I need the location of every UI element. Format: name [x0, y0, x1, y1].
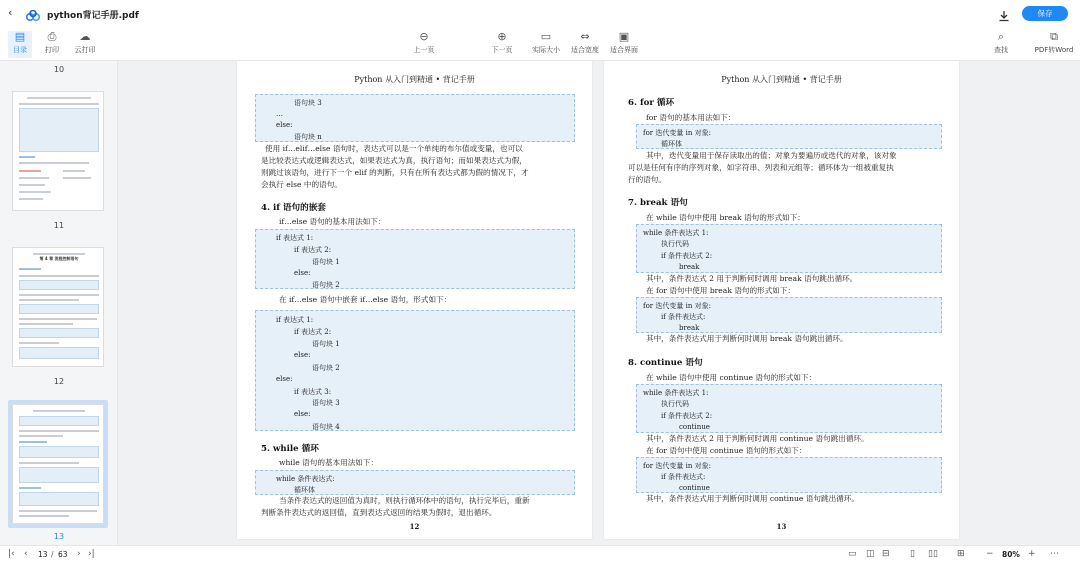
- paragraph-line: 判断条件表达式的返回值，直到表达式返回的结果为假时，退出循环。: [261, 508, 497, 517]
- thumbnail-line: [19, 294, 99, 296]
- status-bar: [0, 545, 1080, 562]
- actual-size-icon: ▭: [540, 30, 552, 43]
- title-bar: [0, 0, 1080, 28]
- cloud-print-label: 云打印: [74, 46, 96, 54]
- zoom-level[interactable]: 80%: [1002, 550, 1020, 559]
- thumbnail-line: [19, 487, 41, 489]
- fit-page-label: 适合界面: [610, 46, 638, 54]
- paragraph-line: while 语句的基本用法如下：: [279, 458, 379, 467]
- thumbnail-block: [19, 304, 99, 314]
- code-line: 执行代码: [661, 400, 689, 408]
- paragraph-line: 是比较表达式或逻辑表达式，如果表达式为真，执行语句；而如果表达式为假，: [261, 156, 527, 165]
- thumbnail-line: [33, 253, 85, 255]
- code-line: continue: [679, 423, 710, 431]
- code-line: continue: [679, 484, 710, 492]
- paragraph-line: 会执行 else 中的语句。: [261, 180, 342, 189]
- fit-width-button[interactable]: [568, 31, 602, 55]
- fit-width-label: 适合宽度: [571, 46, 599, 54]
- paragraph-line: 在 if…else 语句中嵌套 if…else 语句，形式如下：: [279, 295, 452, 304]
- thumbnail-line: [19, 441, 47, 443]
- code-line: for 迭代变量 in 对象:: [643, 462, 711, 470]
- thumbnail-line: [19, 510, 97, 512]
- print-label: 打印: [45, 46, 59, 54]
- thumbnail-label-11: 11: [53, 221, 65, 230]
- code-line: if 表达式 2:: [294, 328, 332, 336]
- code-line: if 表达式 3:: [294, 388, 332, 396]
- printer-icon: ⎙: [47, 30, 57, 43]
- find-label: 查找: [994, 46, 1008, 54]
- search-icon: ⌕: [997, 30, 1005, 43]
- status-page-total: 63: [58, 550, 68, 559]
- thumbnail-line: [19, 323, 73, 325]
- thumbnail-page-12[interactable]: [12, 247, 104, 367]
- actual-size-button[interactable]: [529, 31, 563, 55]
- code-block: [255, 470, 575, 495]
- section-heading: 5. while 循环: [261, 444, 319, 454]
- thumbnail-line: [19, 299, 79, 301]
- code-line: for 迭代变量 in 对象:: [643, 129, 711, 137]
- single-page-view-icon[interactable]: ▭: [848, 549, 857, 559]
- next-page-icon[interactable]: ›: [77, 549, 81, 559]
- code-line: if 条件表达式:: [661, 473, 706, 481]
- thumbnail-block: [19, 446, 99, 458]
- code-line: while 条件表达式 1:: [643, 229, 709, 237]
- paragraph-line: 使用 if…elif…else 语句时，表达式可以是一个单纯的布尔值或变量，也可以: [265, 144, 523, 153]
- thumbnail-line: [19, 191, 51, 193]
- thumbnail-block: [19, 492, 99, 506]
- code-block: [636, 384, 942, 433]
- code-line: 语句块 3: [312, 399, 340, 407]
- prev-page-button[interactable]: [412, 31, 436, 55]
- code-line: if 表达式 1:: [276, 316, 314, 324]
- prev-page-icon[interactable]: ‹: [24, 549, 28, 559]
- code-line: …: [276, 110, 283, 118]
- scroll-view-icon[interactable]: ⊟: [882, 549, 890, 559]
- thumbnail-line: [19, 515, 69, 517]
- thumbnail-line: [63, 170, 85, 172]
- paragraph-line: if…else 语句的基本用法如下：: [279, 217, 386, 226]
- code-block: [255, 310, 575, 431]
- paragraph-line: 当条件表达式的返回值为真时，则执行循环体中的语句，执行完毕后，重新: [279, 496, 530, 505]
- pdf-page-13: [604, 61, 959, 539]
- two-page-view-icon[interactable]: ◫: [866, 549, 875, 559]
- code-line: else:: [276, 121, 293, 129]
- zoom-in-icon[interactable]: +: [1028, 549, 1036, 559]
- dual-view-icon[interactable]: ▯▯: [928, 549, 938, 559]
- page-header: Python 从入门到精通 • 背记手册: [354, 75, 475, 84]
- code-line: else:: [294, 410, 311, 418]
- outline-icon: ▤: [14, 30, 26, 43]
- thumbnail-heading: 第 4 章 流程控制语句: [39, 256, 79, 261]
- download-icon[interactable]: [998, 7, 1010, 19]
- pdf-page-12: [237, 61, 592, 539]
- code-line: 语句块 4: [312, 423, 340, 431]
- code-line: 执行代码: [661, 240, 689, 248]
- code-line: 语句块 3: [294, 99, 322, 107]
- code-block: [636, 297, 942, 333]
- convert-icon: ⧉: [1050, 30, 1058, 43]
- code-line: 语句块 1: [312, 258, 340, 266]
- code-line: break: [679, 263, 700, 271]
- code-line: else:: [294, 351, 311, 359]
- thumbnail-block: [19, 467, 99, 483]
- code-line: for 迭代变量 in 对象:: [643, 302, 711, 310]
- fullscreen-icon[interactable]: ⊞: [957, 549, 965, 559]
- paragraph-line: 其中，条件表达式用于判断何时调用 break 语句跳出循环。: [646, 334, 848, 343]
- next-page-button[interactable]: [490, 31, 514, 55]
- code-line: else:: [294, 269, 311, 277]
- fit-page-icon: ▣: [618, 30, 630, 43]
- back-icon[interactable]: ‹: [8, 6, 13, 19]
- toolbar: [0, 28, 1080, 61]
- thumbnail-line: [19, 318, 97, 320]
- document-viewer[interactable]: [118, 61, 1080, 545]
- thumbnail-block: [19, 347, 99, 359]
- thumbnail-line: [63, 177, 91, 179]
- thumbnail-label-10: 10: [53, 65, 65, 74]
- paragraph-line: 在 for 语句中使用 continue 语句的形式如下：: [646, 446, 807, 455]
- thumbnail-line: [19, 435, 63, 437]
- code-line: if 表达式 1:: [276, 234, 314, 242]
- paragraph-line: 在 for 语句中使用 break 语句的形式如下：: [646, 286, 796, 295]
- thumbnail-line: [33, 410, 85, 412]
- outline-button[interactable]: [8, 31, 32, 58]
- code-line: else:: [276, 375, 293, 383]
- section-heading: 8. continue 语句: [628, 358, 703, 368]
- section-heading: 7. break 语句: [628, 198, 688, 208]
- paragraph-line: 行的语句。: [628, 175, 666, 184]
- code-line: if 条件表达式:: [661, 313, 706, 321]
- paragraph-line: 其中，条件表达式 2 用于判断何时调用 break 语句跳出循环。: [646, 274, 858, 283]
- paragraph-line: 在 while 语句中使用 continue 语句的形式如下：: [646, 373, 817, 382]
- code-block: [636, 124, 942, 149]
- thumbnail-line: [19, 268, 41, 270]
- thumbnail-line: [19, 162, 89, 164]
- thumbnail-line: [27, 97, 91, 99]
- cloud-print-button[interactable]: [71, 31, 99, 55]
- thumbnail-page-11[interactable]: [12, 91, 104, 211]
- thumbnail-line: [19, 177, 49, 179]
- document-title: python背记手册.pdf: [47, 11, 139, 21]
- code-block: [636, 224, 942, 273]
- code-block: [636, 457, 942, 493]
- thumbnail-page-13[interactable]: [12, 404, 104, 524]
- paragraph-line: 可以是任何有序的序列对象，如字符串、列表和元组等；循环体为一组被重复执: [628, 163, 894, 172]
- code-line: while 条件表达式:: [276, 475, 335, 483]
- next-page-label: 下一页: [491, 46, 513, 54]
- page-header: Python 从入门到精通 • 背记手册: [721, 75, 842, 84]
- thumbnail-line: [19, 430, 99, 432]
- thumbnail-line: [19, 170, 41, 172]
- thumbnail-line: [19, 156, 35, 158]
- paragraph-line: 则跳过该语句，进行下一个 elif 的判断，只有在所有表达式都为假的情况下，才: [261, 168, 529, 177]
- cloud-icon: ☁: [79, 30, 91, 43]
- paragraph-line: 在 while 语句中使用 break 语句的形式如下：: [646, 213, 805, 222]
- thumbnail-block: [19, 416, 99, 426]
- find-button[interactable]: [989, 31, 1013, 55]
- code-line: 语句块 1: [312, 340, 340, 348]
- pdf-to-word-button[interactable]: [1034, 31, 1074, 55]
- last-page-icon[interactable]: ›|: [88, 549, 95, 559]
- thumbnail-label-13: 13: [53, 532, 65, 541]
- outline-label: 目录: [13, 46, 27, 54]
- status-page-separator: /: [51, 550, 54, 559]
- thumbnail-line: [19, 342, 59, 344]
- paragraph-line: 其中，迭代变量用于保存读取出的值；对象为要遍历或迭代的对象，该对象: [646, 151, 897, 160]
- page-number: 12: [409, 522, 420, 531]
- thumbnail-block: [19, 280, 99, 290]
- section-heading: 6. for 循环: [628, 98, 675, 108]
- fit-page-button[interactable]: [607, 31, 641, 55]
- fit-width-icon: ⇔: [580, 30, 590, 43]
- code-line: if 表达式 2:: [294, 246, 332, 254]
- page-number: 13: [776, 522, 787, 531]
- thumbnail-line: [19, 198, 43, 200]
- thumbnail-line: [19, 184, 45, 186]
- thumbnail-page-13-selected[interactable]: [8, 400, 108, 528]
- thumbnail-block: [19, 328, 99, 338]
- thumbnail-line: [19, 275, 99, 277]
- code-line: 语句块 n: [294, 133, 322, 141]
- code-line: 循环体: [294, 486, 315, 494]
- book-view-icon[interactable]: ▯: [910, 549, 915, 559]
- code-line: break: [679, 324, 700, 332]
- code-line: 语句块 2: [312, 281, 340, 289]
- code-line: if 条件表达式 2:: [661, 252, 713, 260]
- code-line: 循环体: [661, 140, 682, 148]
- thumbnail-line: [19, 103, 99, 105]
- thumbnail-line: [19, 462, 79, 464]
- app-logo-icon: [26, 7, 40, 19]
- code-line: 语句块 2: [312, 364, 340, 372]
- code-block: [255, 229, 575, 289]
- code-line: while 条件表达式 1:: [643, 389, 709, 397]
- arrow-left-circle-icon: ⊖: [419, 30, 429, 43]
- status-page-current[interactable]: 13: [38, 550, 48, 559]
- print-button[interactable]: [40, 31, 64, 55]
- arrow-right-circle-icon: ⊕: [497, 30, 507, 43]
- paragraph-line: 其中，条件表达式用于判断何时调用 continue 语句跳出循环。: [646, 494, 859, 503]
- thumbnail-label-12: 12: [53, 377, 65, 386]
- prev-page-label: 上一页: [413, 46, 435, 54]
- code-block: [255, 94, 575, 142]
- actual-size-label: 实际大小: [532, 46, 560, 54]
- paragraph-line: 其中，条件表达式 2 用于判断何时调用 continue 语句跳出循环。: [646, 434, 869, 443]
- code-line: if 条件表达式 2:: [661, 412, 713, 420]
- save-button[interactable]: 保存: [1022, 6, 1068, 21]
- zoom-out-icon[interactable]: −: [986, 549, 994, 559]
- section-heading: 4. if 语句的嵌套: [261, 203, 326, 213]
- more-icon[interactable]: ⋯: [1050, 549, 1059, 559]
- first-page-icon[interactable]: |‹: [8, 549, 15, 559]
- pdf-to-word-label: PDF转Word: [1034, 46, 1074, 54]
- thumbnail-sidebar: [0, 61, 118, 545]
- paragraph-line: for 语句的基本用法如下：: [646, 113, 736, 122]
- thumbnail-block: [19, 108, 99, 152]
